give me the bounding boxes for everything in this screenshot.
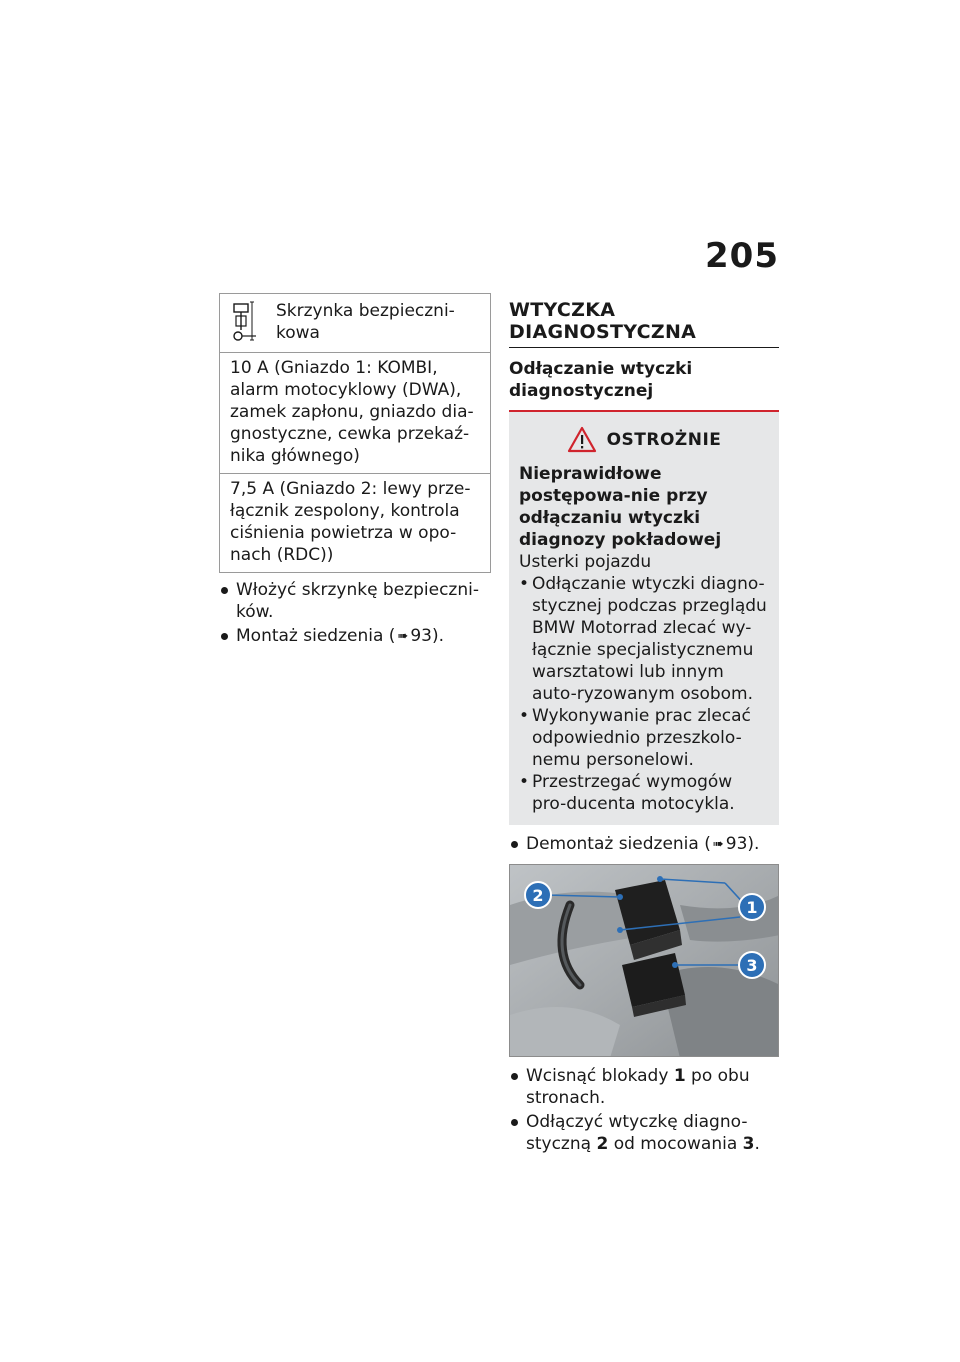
fuse-row-7-5a: 7,5 A (Gniazdo 2: lewy prze-łącznik zespolony, kontrola ciśnienia powietrza w opo-nach (RDC)) xyxy=(220,473,490,572)
caution-item: • Odłączanie wtyczki diagno-stycznej podczas przeglądu BMW Motorrad zlecać wy-łącznie specjalistycznemu warsztatowi lub innym auto-ryzowanym osobom. xyxy=(519,573,769,705)
fuse-table xyxy=(219,293,491,573)
page-reference-arrow-icon: ➠ xyxy=(712,837,724,852)
caution-header xyxy=(519,426,769,453)
step-insert-fuse-box: Włożyć skrzynkę bezpieczni-ków. xyxy=(219,579,491,623)
callout-label: 3 xyxy=(746,956,758,975)
subsection-title: Odłączanie wtyczki diagnostycznej xyxy=(509,358,779,412)
step-disconnect-plug: Odłączyć wtyczkę diagno-styczną 2 od mocowania 3. xyxy=(509,1111,779,1155)
caution-box xyxy=(509,412,779,825)
callout-label: 1 xyxy=(746,898,758,917)
diagnostic-plug-illustration xyxy=(510,865,779,1057)
fuse-box-title: Skrzynka bezpieczni-kowa xyxy=(276,301,455,343)
page-number: 205 xyxy=(705,236,779,276)
left-column xyxy=(219,293,491,650)
right-column xyxy=(509,293,779,1157)
caution-consequence: Usterki pojazdu xyxy=(519,552,652,572)
page-reference-link[interactable]: 93 xyxy=(725,834,748,854)
caution-item: • Przestrzegać wymogów pro-ducenta motocykla. xyxy=(519,771,769,815)
diagnostic-plug-photo xyxy=(509,864,779,1057)
caution-label: OSTROŻNIE xyxy=(606,429,722,450)
warning-triangle-icon xyxy=(567,426,597,453)
page-reference-arrow-icon: ➠ xyxy=(397,629,409,644)
fuse-box-icon xyxy=(230,298,268,344)
fuse-row-10a: 10 A (Gniazdo 1: KOMBI, alarm motocyklowy (DWA), zamek zapłonu, gniazdo dia-gnostyczne, cewka przekaź-nika głównego) xyxy=(230,358,474,466)
fuse-table-header xyxy=(220,294,490,353)
right-steps-before xyxy=(509,833,779,856)
right-steps-after xyxy=(509,1065,779,1155)
left-steps xyxy=(219,579,491,648)
caution-list xyxy=(519,573,769,815)
callout-label: 2 xyxy=(532,886,544,905)
step-mount-seat: Montaż siedzenia ( ➠ 93). xyxy=(219,625,491,648)
caution-lead: Nieprawidłowe postępowa-nie przy odłączaniu wtyczki diagnozy pokładowej xyxy=(519,464,722,550)
caution-item: • Wykonywanie prac zlecać odpowiednio przeszkolo-nemu personelowi. xyxy=(519,705,769,771)
section-title: WTYCZKA DIAGNOSTYCZNA xyxy=(509,299,779,348)
step-remove-seat: Demontaż siedzenia ( ➠ 93). xyxy=(509,833,779,856)
page-reference-link[interactable]: 93 xyxy=(410,626,432,646)
step-press-locks: Wcisnąć blokady 1 po obu stronach. xyxy=(509,1065,779,1109)
